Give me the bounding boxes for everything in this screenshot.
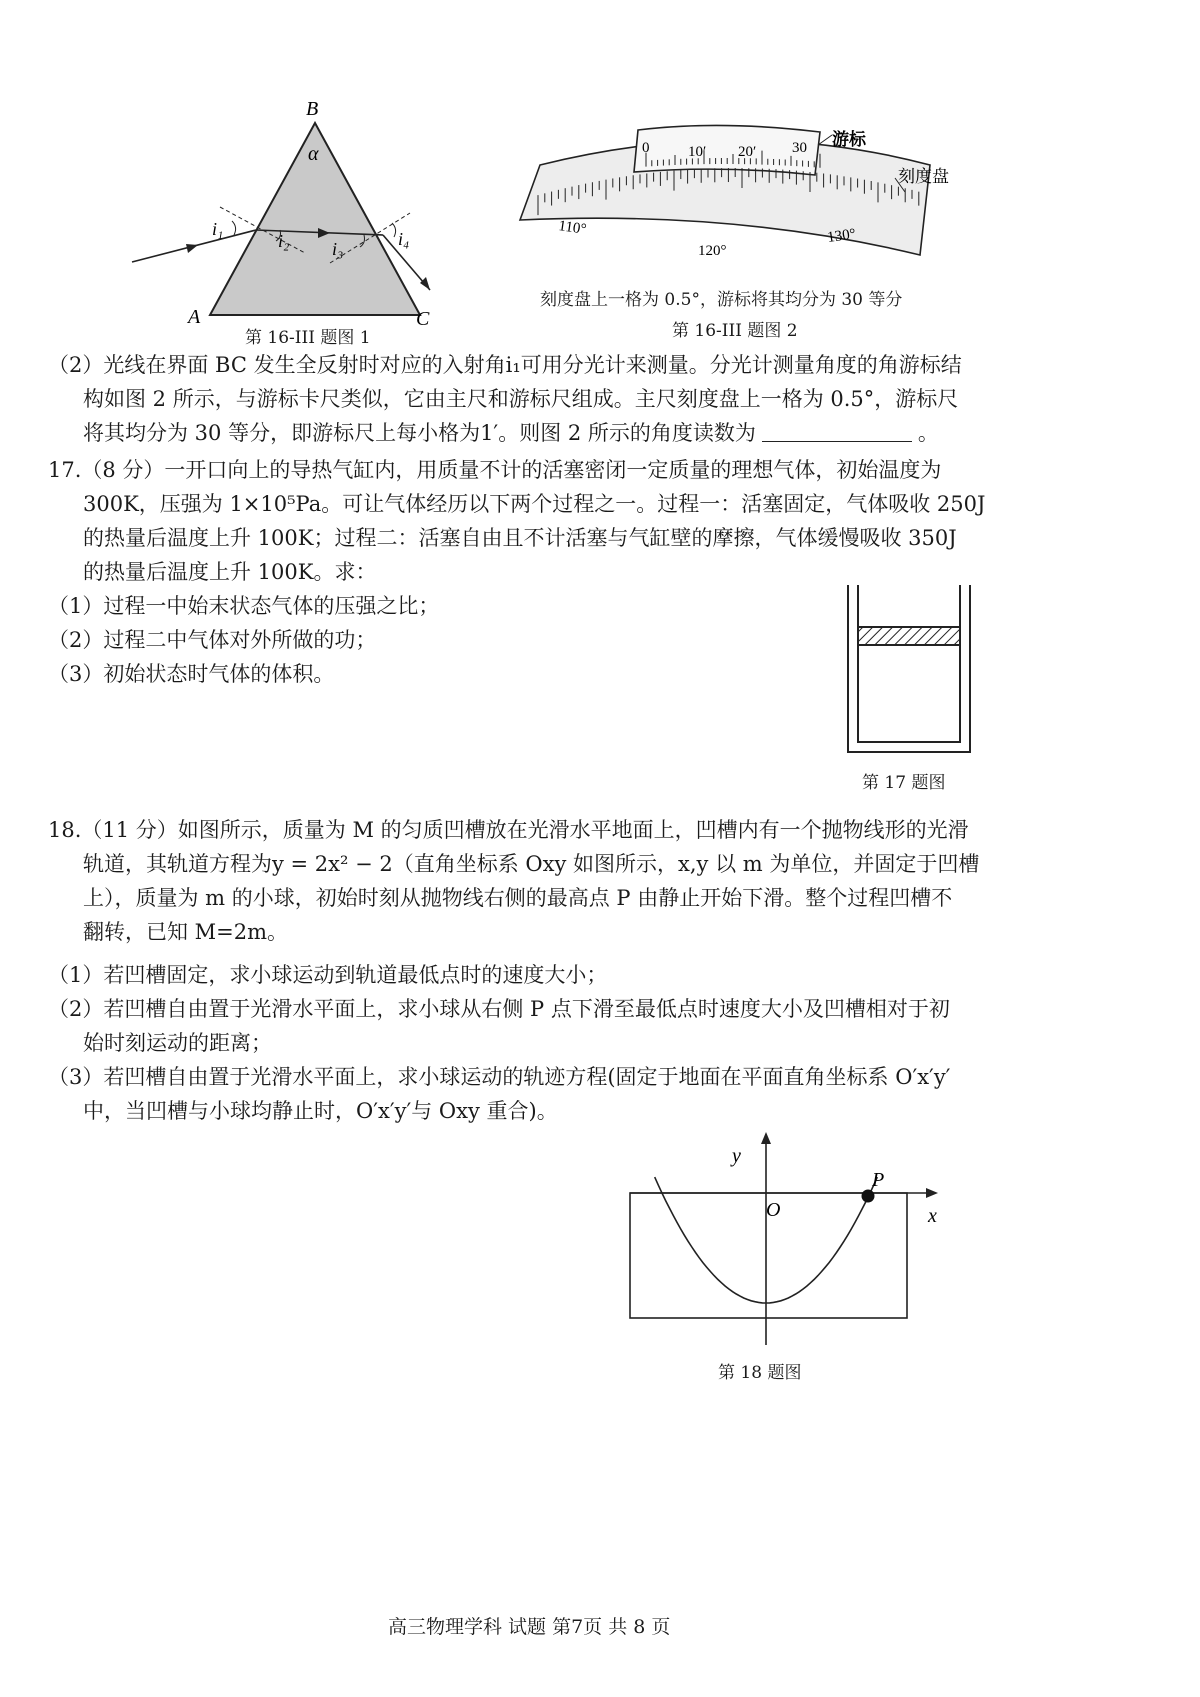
vernier-label: 游标 <box>832 130 866 149</box>
q18-line3: 上），质量为 m 的小球，初始时刻从抛物线右侧的最高点 P 由静止开始下滑。整个过程凹槽不 <box>83 886 953 910</box>
ball-p <box>862 1190 875 1203</box>
q17-line2: 300K，压强为 1×10⁵Pa。可让气体经历以下两个过程之一。过程一：活塞固定，气体吸收 250J <box>83 492 986 516</box>
q16-part2-line3-text: 将其均分为 30 等分，即游标尺上每小格为1′。则图 2 所示的角度读数为 <box>83 421 756 445</box>
q16-part2-line1: （2）光线在界面 BC 发生全反射时对应的入射角i₁可用分光计来测量。分光计测量角度的角游标结 <box>48 353 962 377</box>
dial-tick-130: 130° <box>826 226 857 246</box>
fig18-caption: 第 18 题图 <box>718 1363 802 1383</box>
cylinder-outer-wall <box>848 585 970 752</box>
groove-figure <box>620 1130 960 1355</box>
q18-line2: 轨道，其轨道方程为y = 2x² − 2（直角坐标系 Oxy 如图所示，x,y 以 m 为单位，并固定于凹槽 <box>83 852 980 876</box>
vernier-figure <box>510 120 970 295</box>
fig16-2-note: 刻度盘上一格为 0.5°，游标将其均分为 30 等分 <box>540 290 903 310</box>
vertex-b-label: B <box>306 98 319 120</box>
q17-sub3: （3）初始状态时气体的体积。 <box>48 662 335 686</box>
cylinder-inner-wall <box>858 585 960 742</box>
dial-tick-110: 110° <box>557 218 588 238</box>
fig17-caption: 第 17 题图 <box>862 773 946 793</box>
dial-tick-120: 120° <box>698 243 727 259</box>
apex-angle-label: α <box>308 143 319 165</box>
q18-line1: 18.（11 分）如图所示，质量为 M 的匀质凹槽放在光滑水平地面上，凹槽内有一个抛物线形的光滑 <box>48 818 969 842</box>
q18-sub3b: 中，当凹槽与小球均静止时，O′x′y′与 Oxy 重合)。 <box>83 1099 558 1123</box>
q18-sub2a: （2）若凹槽自由置于光滑水平面上，求小球从右侧 P 点下滑至最低点时速度大小及凹槽相对于初 <box>48 997 950 1021</box>
angle-i2-label: i₂ <box>278 231 290 251</box>
angle-i4-label: i₄ <box>398 229 410 249</box>
vernier-tick-10: 10′ <box>688 144 707 160</box>
q18-sub2b: 始时刻运动的距离； <box>83 1031 272 1055</box>
vertex-a-label: A <box>188 306 201 328</box>
angle-i3-label: i₃ <box>332 239 344 259</box>
answer-blank[interactable] <box>762 421 912 442</box>
q17-line1: 17.（8 分）一开口向上的导热气缸内，用质量不计的活塞密闭一定质量的理想气体，初始温度为 <box>48 458 942 482</box>
prism-figure <box>120 95 460 350</box>
vernier-tick-0: 0 <box>642 140 650 156</box>
vernier-tick-30: 30 <box>792 140 807 156</box>
q17-sub1: （1）过程一中始末状态气体的压强之比； <box>48 594 440 618</box>
fig16-1-caption: 第 16-III 题图 1 <box>245 328 371 348</box>
q16-part2-line2: 构如图 2 所示，与游标卡尺类似，它由主尺和游标尺组成。主尺刻度盘上一格为 0.5°，游标尺 <box>83 387 959 411</box>
dial-label: 刻度盘 <box>898 167 949 186</box>
cylinder-figure <box>840 580 980 760</box>
q18-line4: 翻转，已知 M=2m。 <box>83 920 289 944</box>
q16-part2-line3 <box>83 418 939 448</box>
fig16-2-caption: 第 16-III 题图 2 <box>672 321 798 341</box>
q16-part2-line3-end: 。 <box>917 421 939 445</box>
q18-sub1: （1）若凹槽固定，求小球运动到轨道最低点时的速度大小； <box>48 963 608 987</box>
q17-line4: 的热量后温度上升 100K。求： <box>83 560 377 584</box>
vernier-tick-20: 20′ <box>738 144 757 160</box>
piston <box>858 627 960 645</box>
origin-label: O <box>766 1199 781 1221</box>
y-axis-label: y <box>732 1145 741 1167</box>
q17-line3: 的热量后温度上升 100K；过程二：活塞自由且不计活塞与气缸壁的摩擦，气体缓慢吸收 350J <box>83 526 957 550</box>
angle-i1-label: i₁ <box>212 219 224 239</box>
vertex-c-label: C <box>416 308 430 330</box>
q17-sub2: （2）过程二中气体对外所做的功； <box>48 628 377 652</box>
point-p-label: P <box>872 1169 885 1191</box>
page-footer: 高三物理学科 试题 第7页 共 8 页 <box>388 1616 671 1638</box>
x-axis-label: x <box>928 1205 937 1227</box>
q18-sub3a: （3）若凹槽自由置于光滑水平面上，求小球运动的轨迹方程(固定于地面在平面直角坐标系 O′x′y′ <box>48 1065 951 1089</box>
